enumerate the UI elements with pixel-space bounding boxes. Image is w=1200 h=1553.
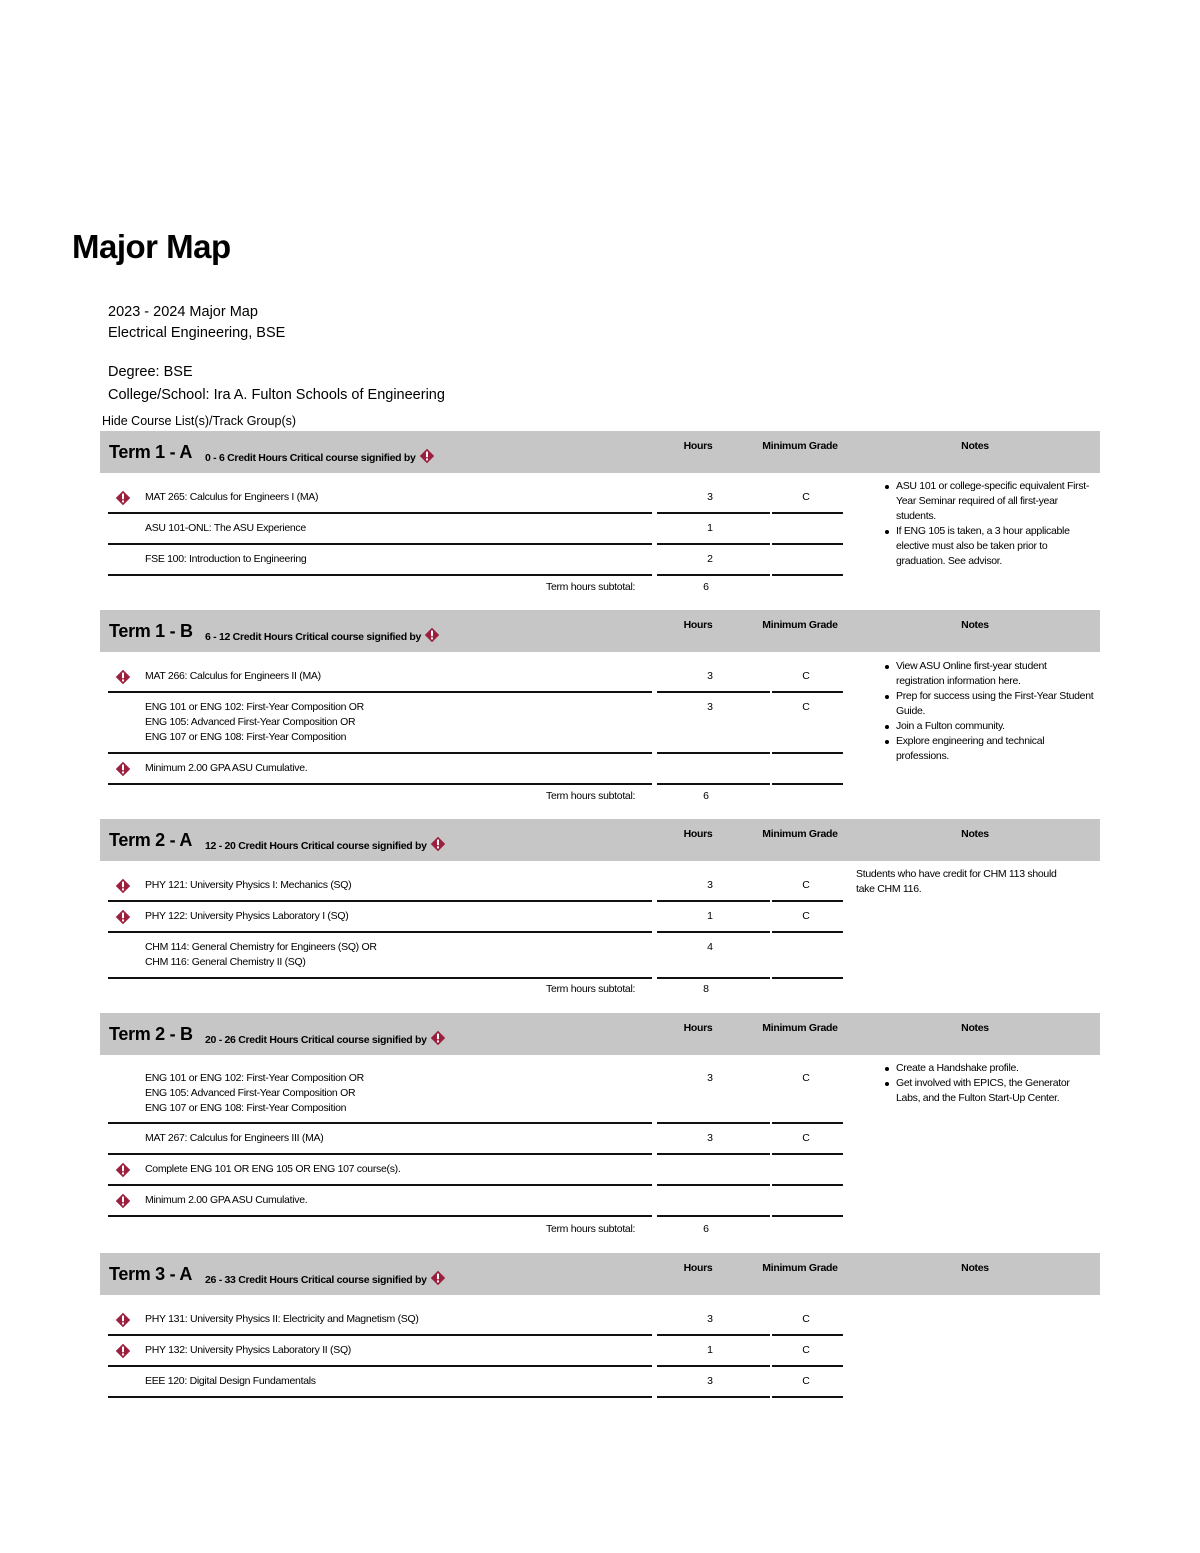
critical-course-marker bbox=[115, 1162, 131, 1183]
course-line: Minimum 2.00 GPA ASU Cumulative. bbox=[145, 1194, 308, 1206]
course-line: CHM 114: General Chemistry for Engineers (SQ) OR bbox=[145, 941, 377, 953]
course-row bbox=[108, 1367, 843, 1398]
term-block bbox=[100, 431, 1100, 593]
note-text: Students who have credit for CHM 113 should take CHM 116. bbox=[856, 868, 1057, 895]
term-header bbox=[100, 1013, 1100, 1055]
term-block bbox=[100, 1013, 1100, 1235]
course-line: MAT 265: Calculus for Engineers I (MA) bbox=[145, 491, 319, 503]
term-block bbox=[100, 819, 1100, 995]
map-year: 2023 - 2024 Major Map bbox=[108, 304, 258, 320]
critical-course-marker bbox=[115, 1312, 131, 1333]
course-hours: 1 bbox=[707, 522, 713, 534]
row-divider bbox=[108, 783, 652, 785]
critical-course-icon bbox=[115, 1343, 131, 1359]
course-row bbox=[108, 514, 843, 545]
course-name bbox=[145, 669, 321, 684]
course-line: PHY 122: University Physics Laboratory I (SQ) bbox=[145, 910, 349, 922]
minimum-grade-column-header: Minimum Grade bbox=[762, 828, 838, 840]
course-name bbox=[145, 1374, 316, 1389]
term-name: Term 1 - B bbox=[109, 621, 193, 641]
course-row bbox=[108, 1155, 843, 1186]
term-credit-note-text: 20 - 26 Credit Hours Critical course signified by bbox=[205, 1034, 427, 1046]
term-credit-note bbox=[205, 836, 446, 852]
row-divider bbox=[108, 574, 652, 576]
course-line: PHY 121: University Physics I: Mechanics (SQ) bbox=[145, 879, 352, 891]
course-name bbox=[145, 940, 377, 970]
note-item: Explore engineering and technical professions. bbox=[880, 734, 1095, 764]
course-row bbox=[108, 1186, 843, 1217]
row-divider bbox=[657, 977, 770, 979]
hide-course-list-link[interactable]: Hide Course List(s)/Track Group(s) bbox=[102, 414, 297, 428]
course-row bbox=[108, 693, 843, 754]
course-line: ENG 105: Advanced First-Year Composition OR bbox=[145, 716, 356, 728]
row-divider bbox=[772, 783, 843, 785]
course-line: ASU 101-ONL: The ASU Experience bbox=[145, 522, 306, 534]
course-row bbox=[108, 1065, 843, 1124]
term-name: Term 1 - A bbox=[109, 442, 193, 462]
course-hours: 3 bbox=[707, 701, 713, 713]
hours-column-header: Hours bbox=[683, 619, 713, 631]
notes-column-header: Notes bbox=[961, 619, 989, 631]
course-line: EEE 120: Digital Design Fundamentals bbox=[145, 1375, 316, 1387]
critical-course-icon bbox=[115, 1162, 131, 1178]
term-hours-subtotal-label: Term hours subtotal: bbox=[546, 983, 636, 995]
term-header bbox=[100, 1253, 1100, 1295]
course-row bbox=[108, 933, 843, 979]
term-header bbox=[100, 431, 1100, 473]
note-item: Prep for success using the First-Year Student Guide. bbox=[880, 689, 1095, 719]
course-hours: 3 bbox=[707, 879, 713, 891]
term-header bbox=[100, 610, 1100, 652]
row-divider bbox=[657, 1396, 770, 1398]
note-item: View ASU Online first-year student registration information here. bbox=[880, 659, 1095, 689]
course-minimum-grade: C bbox=[802, 1375, 810, 1387]
row-divider bbox=[108, 977, 652, 979]
critical-course-icon bbox=[115, 1193, 131, 1209]
critical-course-icon bbox=[430, 836, 446, 852]
minimum-grade-column-header: Minimum Grade bbox=[762, 1262, 838, 1274]
row-divider bbox=[108, 1396, 652, 1398]
term-credit-note bbox=[205, 627, 440, 643]
term-block bbox=[100, 1253, 1100, 1387]
course-minimum-grade: C bbox=[802, 1344, 810, 1356]
program-name: Electrical Engineering, BSE bbox=[108, 325, 286, 341]
critical-course-icon bbox=[430, 1030, 446, 1046]
course-name bbox=[145, 761, 307, 776]
course-line: ENG 101 or ENG 102: First-Year Composition OR bbox=[145, 701, 364, 713]
course-line: ENG 107 or ENG 108: First-Year Composition bbox=[145, 1102, 347, 1114]
course-line: CHM 116: General Chemistry II (SQ) bbox=[145, 956, 306, 968]
notes-column-header: Notes bbox=[961, 828, 989, 840]
term-notes bbox=[856, 867, 1071, 897]
course-name bbox=[145, 1343, 351, 1358]
college-line: College/School: Ira A. Fulton Schools of Engineering bbox=[108, 387, 445, 403]
note-item: If ENG 105 is taken, a 3 hour applicable elective must also be taken prior to graduation. See advisor. bbox=[880, 524, 1095, 569]
critical-course-icon bbox=[115, 878, 131, 894]
term-hours-subtotal-label: Term hours subtotal: bbox=[546, 581, 636, 593]
course-hours: 3 bbox=[707, 491, 713, 503]
course-name bbox=[145, 1131, 323, 1146]
term-notes bbox=[880, 1061, 1095, 1106]
course-hours: 3 bbox=[707, 1132, 713, 1144]
course-hours: 2 bbox=[707, 553, 713, 565]
course-line: ENG 107 or ENG 108: First-Year Composition bbox=[145, 731, 347, 743]
critical-course-marker bbox=[115, 1193, 131, 1214]
row-divider bbox=[772, 574, 843, 576]
course-hours: 4 bbox=[707, 941, 713, 953]
critical-course-icon bbox=[115, 761, 131, 777]
course-name bbox=[145, 700, 364, 745]
term-name: Term 2 - A bbox=[109, 830, 193, 850]
term-credit-note-text: 12 - 20 Credit Hours Critical course signified by bbox=[205, 840, 427, 852]
critical-course-marker bbox=[115, 490, 131, 511]
row-divider bbox=[772, 977, 843, 979]
course-line: Minimum 2.00 GPA ASU Cumulative. bbox=[145, 762, 308, 774]
term-notes bbox=[880, 659, 1095, 764]
hours-column-header: Hours bbox=[683, 440, 713, 452]
course-line: FSE 100: Introduction to Engineering bbox=[145, 553, 307, 565]
term-hours-subtotal-value: 6 bbox=[703, 1223, 709, 1235]
term-block bbox=[100, 610, 1100, 802]
minimum-grade-column-header: Minimum Grade bbox=[762, 619, 838, 631]
course-name bbox=[145, 909, 348, 924]
course-minimum-grade: C bbox=[802, 701, 810, 713]
course-name bbox=[145, 521, 306, 536]
term-credit-note-text: 0 - 6 Credit Hours Critical course signified by bbox=[205, 452, 416, 464]
critical-course-icon bbox=[115, 669, 131, 685]
page-title: Major Map bbox=[72, 228, 231, 265]
term-credit-note bbox=[205, 1030, 446, 1046]
critical-course-icon bbox=[115, 490, 131, 506]
course-hours: 3 bbox=[707, 1313, 713, 1325]
course-minimum-grade: C bbox=[802, 910, 810, 922]
row-divider bbox=[657, 783, 770, 785]
critical-course-marker bbox=[115, 1343, 131, 1364]
course-minimum-grade: C bbox=[802, 491, 810, 503]
critical-course-icon bbox=[115, 1312, 131, 1328]
term-notes bbox=[880, 479, 1095, 569]
course-row bbox=[108, 871, 843, 902]
minimum-grade-column-header: Minimum Grade bbox=[762, 440, 838, 452]
course-name bbox=[145, 1312, 419, 1327]
course-minimum-grade: C bbox=[802, 670, 810, 682]
hours-column-header: Hours bbox=[683, 1022, 713, 1034]
row-divider bbox=[772, 1215, 843, 1217]
term-credit-note-text: 26 - 33 Credit Hours Critical course signified by bbox=[205, 1274, 427, 1286]
critical-course-icon bbox=[430, 1270, 446, 1286]
course-line: MAT 266: Calculus for Engineers II (MA) bbox=[145, 670, 321, 682]
critical-course-marker bbox=[115, 909, 131, 930]
course-row bbox=[108, 545, 843, 576]
hours-column-header: Hours bbox=[683, 1262, 713, 1274]
term-hours-subtotal-value: 6 bbox=[703, 790, 709, 802]
critical-course-icon bbox=[424, 627, 440, 643]
note-item: Create a Handshake profile. bbox=[880, 1061, 1095, 1076]
notes-column-header: Notes bbox=[961, 440, 989, 452]
course-minimum-grade: C bbox=[802, 879, 810, 891]
row-divider bbox=[772, 1396, 843, 1398]
term-hours-subtotal-label: Term hours subtotal: bbox=[546, 790, 636, 802]
note-item: Join a Fulton community. bbox=[880, 719, 1095, 734]
critical-course-marker bbox=[115, 761, 131, 782]
course-name bbox=[145, 552, 306, 567]
course-line: MAT 267: Calculus for Engineers III (MA) bbox=[145, 1132, 324, 1144]
course-name bbox=[145, 878, 351, 893]
course-row bbox=[108, 662, 843, 693]
term-credit-note bbox=[205, 1270, 446, 1286]
term-name: Term 2 - B bbox=[109, 1024, 193, 1044]
course-hours: 3 bbox=[707, 1375, 713, 1387]
course-line: ENG 101 or ENG 102: First-Year Composition OR bbox=[145, 1072, 364, 1084]
course-row bbox=[108, 1124, 843, 1155]
critical-course-marker bbox=[115, 878, 131, 899]
note-item: Get involved with EPICS, the Generator Labs, and the Fulton Start-Up Center. bbox=[880, 1076, 1095, 1106]
course-hours: 3 bbox=[707, 670, 713, 682]
notes-column-header: Notes bbox=[961, 1262, 989, 1274]
notes-column-header: Notes bbox=[961, 1022, 989, 1034]
course-row bbox=[108, 754, 843, 785]
course-name bbox=[145, 1162, 401, 1177]
term-header bbox=[100, 819, 1100, 861]
degree-line: Degree: BSE bbox=[108, 364, 193, 380]
course-line: Complete ENG 101 OR ENG 105 OR ENG 107 course(s). bbox=[145, 1163, 401, 1175]
course-row bbox=[108, 483, 843, 514]
course-row bbox=[108, 1336, 843, 1367]
term-hours-subtotal-label: Term hours subtotal: bbox=[546, 1223, 636, 1235]
course-minimum-grade: C bbox=[802, 1072, 810, 1084]
course-hours: 3 bbox=[707, 1072, 713, 1084]
course-hours: 1 bbox=[707, 1344, 713, 1356]
course-name bbox=[145, 490, 318, 505]
critical-course-marker bbox=[115, 669, 131, 690]
note-item: ASU 101 or college-specific equivalent First-Year Seminar required of all first-year students. bbox=[880, 479, 1095, 524]
term-credit-note bbox=[205, 448, 435, 464]
course-minimum-grade: C bbox=[802, 1313, 810, 1325]
course-minimum-grade: C bbox=[802, 1132, 810, 1144]
term-hours-subtotal-value: 6 bbox=[703, 581, 709, 593]
course-row bbox=[108, 1305, 843, 1336]
critical-course-icon bbox=[419, 448, 435, 464]
course-hours: 1 bbox=[707, 910, 713, 922]
term-hours-subtotal-value: 8 bbox=[703, 983, 709, 995]
term-name: Term 3 - A bbox=[109, 1264, 193, 1284]
hours-column-header: Hours bbox=[683, 828, 713, 840]
course-line: PHY 131: University Physics II: Electricity and Magnetism (SQ) bbox=[145, 1313, 419, 1325]
minimum-grade-column-header: Minimum Grade bbox=[762, 1022, 838, 1034]
row-divider bbox=[657, 574, 770, 576]
row-divider bbox=[657, 1215, 770, 1217]
term-credit-note-text: 6 - 12 Credit Hours Critical course signified by bbox=[205, 631, 422, 643]
course-row bbox=[108, 902, 843, 933]
course-line: ENG 105: Advanced First-Year Composition OR bbox=[145, 1087, 356, 1099]
row-divider bbox=[108, 1215, 652, 1217]
course-name bbox=[145, 1071, 364, 1116]
course-name bbox=[145, 1193, 307, 1208]
critical-course-icon bbox=[115, 909, 131, 925]
course-line: PHY 132: University Physics Laboratory II (SQ) bbox=[145, 1344, 352, 1356]
